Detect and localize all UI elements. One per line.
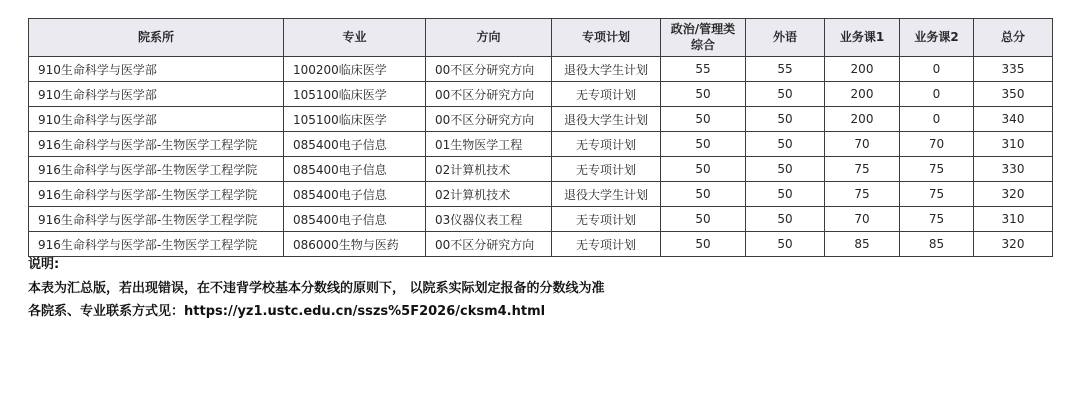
cell-direction: 02计算机技术: [426, 182, 552, 207]
cell-course2-score: 0: [900, 107, 974, 132]
cell-total-score: 310: [974, 132, 1053, 157]
cell-politics-score: 50: [661, 132, 746, 157]
notes-section: [28, 253, 605, 324]
cell-politics-score: 50: [661, 207, 746, 232]
cell-course1-score: 200: [825, 107, 900, 132]
col-header-total: 总分: [974, 19, 1053, 57]
cell-foreign-language-score: 55: [746, 57, 825, 82]
cell-direction: 01生物医学工程: [426, 132, 552, 157]
cell-course2-score: 0: [900, 57, 974, 82]
table-row: [29, 182, 1053, 207]
cell-direction: 03仪器仪表工程: [426, 207, 552, 232]
cell-total-score: 320: [974, 182, 1053, 207]
cell-major: 085400电子信息: [284, 157, 426, 182]
cell-politics-score: 55: [661, 57, 746, 82]
cell-plan: 无专项计划: [552, 232, 661, 257]
cell-direction: 00不区分研究方向: [426, 82, 552, 107]
notes-title: 说明:: [28, 257, 60, 272]
cell-foreign-language-score: 50: [746, 132, 825, 157]
col-header-major: 专业: [284, 19, 426, 57]
cell-department: 916生命科学与医学部-生物医学工程学院: [29, 232, 284, 257]
cell-direction: 00不区分研究方向: [426, 232, 552, 257]
cell-politics-score: 50: [661, 157, 746, 182]
col-header-politics: 政治/管理类综合: [661, 19, 746, 57]
table-row: [29, 82, 1053, 107]
cell-foreign-language-score: 50: [746, 82, 825, 107]
cell-politics-score: 50: [661, 232, 746, 257]
cell-total-score: 310: [974, 207, 1053, 232]
cell-total-score: 320: [974, 232, 1053, 257]
cell-total-score: 340: [974, 107, 1053, 132]
cell-plan: 无专项计划: [552, 82, 661, 107]
notes-disclaimer: 本表为汇总版，若出现错误，在不违背学校基本分数线的原则下， 以院系实际划定报备的分数线为准: [28, 280, 605, 296]
contact-url[interactable]: https://yz1.ustc.edu.cn/sszs%5F2026/cksm4.html: [184, 304, 546, 319]
cell-course1-score: 200: [825, 57, 900, 82]
cell-foreign-language-score: 50: [746, 207, 825, 232]
cell-major: 085400电子信息: [284, 132, 426, 157]
cell-major: 086000生物与医药: [284, 232, 426, 257]
col-header-direction: 方向: [426, 19, 552, 57]
cell-politics-score: 50: [661, 182, 746, 207]
notes-contact-label: 各院系、专业联系方式见：: [28, 304, 185, 319]
cell-plan: 退役大学生计划: [552, 107, 661, 132]
cell-course2-score: 0: [900, 82, 974, 107]
cell-total-score: 335: [974, 57, 1053, 82]
cell-course2-score: 75: [900, 182, 974, 207]
cell-total-score: 350: [974, 82, 1053, 107]
cell-department: 916生命科学与医学部-生物医学工程学院: [29, 182, 284, 207]
cell-major: 100200临床医学: [284, 57, 426, 82]
col-header-foreign-language: 外语: [746, 19, 825, 57]
cell-direction: 00不区分研究方向: [426, 107, 552, 132]
cell-department: 916生命科学与医学部-生物医学工程学院: [29, 207, 284, 232]
cell-course2-score: 85: [900, 232, 974, 257]
col-header-course2: 业务课2: [900, 19, 974, 57]
cell-course1-score: 75: [825, 182, 900, 207]
cell-major: 085400电子信息: [284, 182, 426, 207]
cell-foreign-language-score: 50: [746, 157, 825, 182]
cell-foreign-language-score: 50: [746, 107, 825, 132]
cell-major: 105100临床医学: [284, 107, 426, 132]
cell-course1-score: 70: [825, 132, 900, 157]
table-row: [29, 107, 1053, 132]
cell-course1-score: 70: [825, 207, 900, 232]
cell-major: 085400电子信息: [284, 207, 426, 232]
cell-department: 916生命科学与医学部-生物医学工程学院: [29, 157, 284, 182]
cell-foreign-language-score: 50: [746, 182, 825, 207]
cell-course1-score: 200: [825, 82, 900, 107]
col-header-course1: 业务课1: [825, 19, 900, 57]
col-header-department: 院系所: [29, 19, 284, 57]
score-table: [28, 18, 1053, 257]
table-row: [29, 57, 1053, 82]
cell-plan: 无专项计划: [552, 157, 661, 182]
cell-politics-score: 50: [661, 82, 746, 107]
cell-major: 105100临床医学: [284, 82, 426, 107]
table-row: [29, 132, 1053, 157]
cell-department: 910生命科学与医学部: [29, 57, 284, 82]
cell-department: 916生命科学与医学部-生物医学工程学院: [29, 132, 284, 157]
cell-plan: 无专项计划: [552, 207, 661, 232]
table-header-row: [29, 19, 1053, 57]
cell-politics-score: 50: [661, 107, 746, 132]
cell-total-score: 330: [974, 157, 1053, 182]
notes-contact: [28, 300, 605, 324]
cell-plan: 无专项计划: [552, 132, 661, 157]
cell-course1-score: 85: [825, 232, 900, 257]
col-header-plan: 专项计划: [552, 19, 661, 57]
cell-department: 910生命科学与医学部: [29, 107, 284, 132]
cell-plan: 退役大学生计划: [552, 182, 661, 207]
cell-foreign-language-score: 50: [746, 232, 825, 257]
cell-department: 910生命科学与医学部: [29, 82, 284, 107]
cell-plan: 退役大学生计划: [552, 57, 661, 82]
cell-direction: 02计算机技术: [426, 157, 552, 182]
cell-course2-score: 70: [900, 132, 974, 157]
cell-direction: 00不区分研究方向: [426, 57, 552, 82]
cell-course1-score: 75: [825, 157, 900, 182]
cell-course2-score: 75: [900, 157, 974, 182]
table-row: [29, 207, 1053, 232]
table-row: [29, 157, 1053, 182]
cell-course2-score: 75: [900, 207, 974, 232]
